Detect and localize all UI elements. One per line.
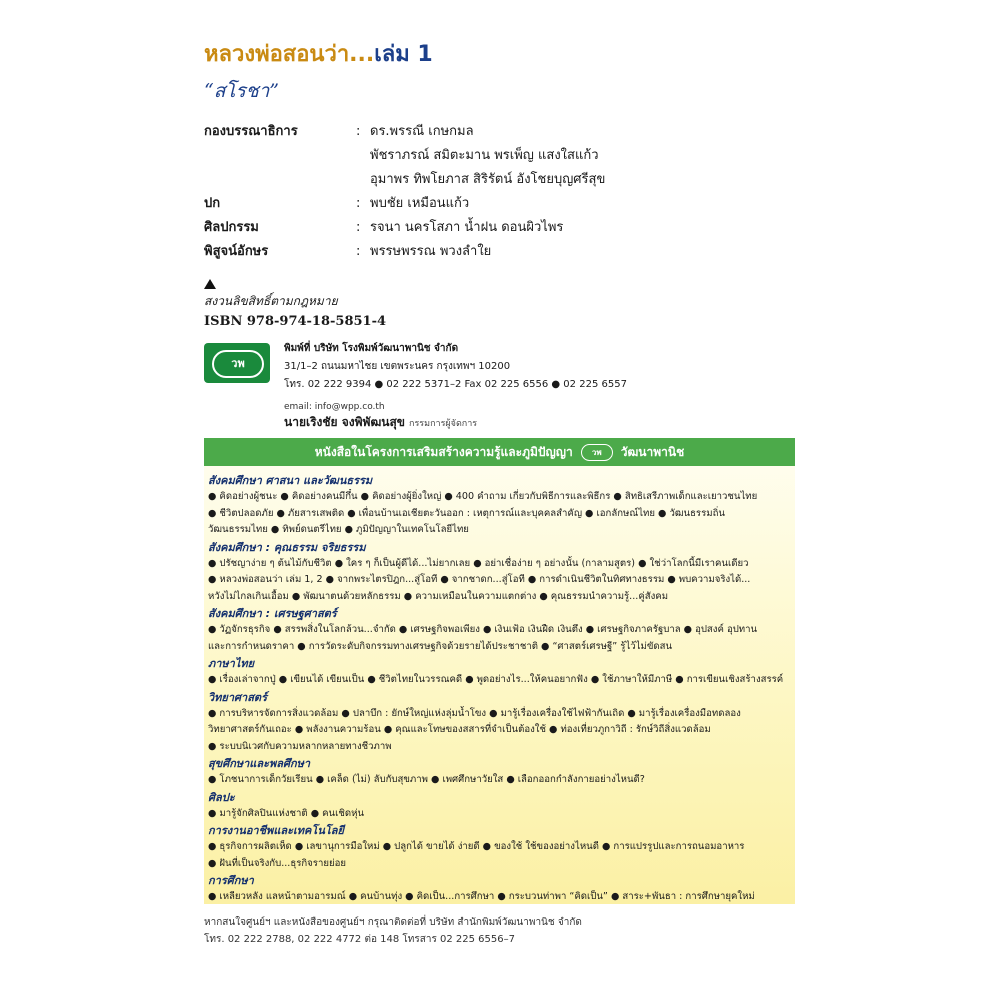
contact-footer (204, 914, 582, 948)
publisher-email: email: info@wpp.co.th (284, 402, 385, 412)
publisher-info (284, 340, 627, 416)
isbn: ISBN 978-974-18-5851-4 (204, 314, 387, 329)
managing-director (284, 413, 477, 432)
publisher-logo (204, 343, 270, 383)
series-section (208, 605, 791, 655)
publisher-phone: โทร. 02 222 9394 ● 02 222 5371–2 Fax 02 225 6556 ● 02 225 6557 (284, 379, 627, 390)
series-book-line: ● ระบบนิเวศกับความหลากหลายทางชีวภาพ (208, 740, 392, 752)
credit-names (370, 192, 804, 216)
series-section (208, 472, 791, 539)
series-book-line: ● มารู้จักศิลปินแห่งชาติ ● คนเชิดหุ่น (208, 807, 365, 819)
triangle-icon (204, 279, 216, 289)
credit-colon: : (356, 196, 361, 211)
panel-header-title: หนังสือในโครงการเสริมสร้างความรู้และภูมิปัญญา (314, 444, 573, 459)
series-category: สังคมศึกษา ศาสนา และวัฒนธรรม (208, 474, 373, 487)
series-book-line: ● เรื่องเล่าจากปู่ ● เขียนได้ เขียนเป็น ● ชีวิตไทยในวรรณคดี ● พูดอย่างไร...ให้คนอยากฟัง ● ใช้ภาษาให้มีภาษี ● การเขียนเชิงสร้างสรรค์ (208, 674, 784, 685)
series-category: สังคมศึกษา : คุณธรรม จริยธรรม (208, 540, 366, 554)
credit-role: พิสูจน์อักษร (204, 244, 269, 259)
page-subtitle: “สโรชา” (204, 80, 279, 102)
series-section (208, 822, 791, 872)
series-section (208, 689, 791, 756)
logo-text: วพ (212, 350, 264, 378)
series-book-line: ● ชีวิตปลอดภัย ● ภัยสารเสพติด ● เพื่อนบ้านเอเชียตะวันออก : เหตุการณ์และบุคคลสำคัญ ● เอกลักษณ์ไทย ● วัฒนธรรมถิ่น (208, 507, 725, 519)
series-book-line: ● วัฏจักรธุรกิจ ● สรรพสิ่งในโลกล้วน...จำกัด ● เศรษฐกิจพอเพียง ● เงินเฟ้อ เงินฝืด เงินตึง ● เศรษฐกิจภาครัฐบาล ● อุปสงค์ อุปทาน (208, 624, 758, 635)
credit-name: พรรษพรรณ พวงลำใย (370, 244, 492, 259)
series-book-line: หวังไม่ไกลเกินเอื้อม ● พัฒนาตนด้วยหลักธรรม ● ความเหมือนในความแตกต่าง ● คุณธรรมนำความรู้...คู่สังคม (208, 590, 669, 602)
credit-name: ดร.พรรณี เกษกมล (370, 124, 474, 139)
series-section (208, 789, 791, 823)
credit-colon: : (356, 124, 361, 139)
series-section (208, 539, 791, 606)
credit-row (204, 240, 804, 264)
footer-line-2: โทร. 02 222 2788, 02 222 4772 ต่อ 148 โทรสาร 02 225 6556–7 (204, 934, 515, 945)
book-series-panel (204, 438, 795, 904)
credits-list (204, 120, 804, 264)
title-main: หลวงพ่อสอนว่า... (204, 42, 375, 67)
series-book-line: ● ฝันที่เป็นจริงกับ...ธุรกิจรายย่อย (208, 857, 346, 869)
series-section (208, 655, 791, 689)
series-book-line: ● โภชนาการเด็กวัยเรียน ● เคล็ด (ไม่) ลับกับสุขภาพ ● เพศศึกษาวัยใส ● เลือกออกกำลังกายอย่างไหนดี? (208, 774, 645, 785)
series-section (208, 872, 791, 906)
publisher-address: 31/1–2 ถนนมหาไชย เขตพระนคร กรุงเทพฯ 10200 (284, 361, 511, 372)
credit-role: ปก (204, 196, 221, 211)
series-category: สุขศึกษาและพลศึกษา (208, 757, 311, 770)
panel-body (204, 466, 795, 906)
title-volume: เล่ม 1 (374, 42, 433, 67)
credit-name: พบชัย เหมือนแก้ว (370, 196, 470, 211)
credit-role: ศิลปกรรม (204, 220, 259, 235)
footer-line-1: หากสนใจศูนย์ฯ และหนังสือของศูนย์ฯ กรุณาติดต่อที่ บริษัท สำนักพิมพ์วัฒนาพานิช จำกัด (204, 917, 582, 928)
credit-names (370, 216, 804, 240)
series-book-line: ● การบริหารจัดการสิ่งแวดล้อม ● ปลาบึก : ยักษ์ใหญ่แห่งลุ่มน้ำโขง ● มารู้เรื่องเครื่องใช้ไฟฟ้ากันเถิด ● มารู้เรื่องเครื่องมือทดลอง (208, 707, 741, 719)
credit-colon: : (356, 244, 361, 259)
series-book-line: ● คิดอย่างผู้ชนะ ● คิดอย่างคนมีกึ๋น ● คิดอย่างผู้ยิ่งใหญ่ ● 400 คำถาม เกี่ยวกับพิธีการและพิธีกร ● สิทธิเสรีภาพเด็กและเยาวชนไทย (208, 491, 758, 502)
credit-row (204, 192, 804, 216)
publisher-name: พิมพ์ที่ บริษัท โรงพิมพ์วัฒนาพานิช จำกัด (284, 343, 459, 354)
credit-names (370, 120, 804, 192)
series-book-line: และการกำหนดราคา ● การวัดระดับกิจกรรมทางเศรษฐกิจด้วยรายได้ประชาชาติ ● “ศาสตร์เศรษฐี” รู้ไว้ไม่ขัดสน (208, 640, 673, 652)
credit-name: อุมาพร ทิพโยภาส สิริรัตน์ อังโชยบุญศรีสุข (370, 172, 606, 187)
page-title (204, 36, 433, 71)
credit-name: พัชราภรณ์ สมิตะมาน พรเพ็ญ แสงใสแก้ว (370, 148, 599, 163)
manager-role: กรรมการผู้จัดการ (409, 419, 478, 429)
panel-header (204, 438, 795, 466)
manager-name: นายเริงชัย จงพิพัฒนสุข (284, 415, 406, 429)
credit-colon: : (356, 220, 361, 235)
series-section (208, 755, 791, 789)
credit-row (204, 120, 804, 192)
series-book-line: ● ปรัชญาง่าย ๆ ต้นไม้กับชีวิต ● ใคร ๆ ก็เป็นผู้ดีได้...ไม่ยากเลย ● อย่าเชื่อง่าย ๆ อย่างนั้น (กาลามสูตร) ● ใช่ว่าโลกนี้มีเราคนเดียว (208, 557, 749, 569)
credit-names (370, 240, 804, 264)
series-category: สังคมศึกษา : เศรษฐศาสตร์ (208, 607, 337, 620)
series-category: ศิลปะ (208, 790, 235, 804)
credit-name: รจนา นครโสภา น้ำฝน ดอนผิวไพร (370, 220, 564, 235)
panel-header-brand: วัฒนาพานิช (620, 444, 685, 459)
series-book-line: ● หลวงพ่อสอนว่า เล่ม 1, 2 ● จากพระไตรปิฎก...สู่โอที ● จากชาดก...สู่โอที ● การดำเนินชีวิตในทิศทางธรรม ● พบความจริงได้... (208, 574, 751, 585)
series-book-line: ● ธุรกิจการผลิตเห็ด ● เลขานุการมือใหม่ ● ปลูกได้ ขายได้ ง่ายดี ● ของใช้ ใช้ของอย่างไหนดี ● การแปรรูปและการถนอมอาหาร (208, 841, 745, 852)
panel-logo: วพ (581, 444, 613, 461)
copyright-notice: สงวนลิขสิทธิ์ตามกฎหมาย (204, 294, 338, 308)
series-book-line: ● เหลียวหลัง แลหน้าตามอารมณ์ ● คนบ้านทุ่ง ● คิดเป็น...การศึกษา ● กระบวนท่าพา “คิดเป็น” ● สาระ+พันธา : การศึกษายุคใหม่ (208, 891, 755, 902)
credit-row (204, 216, 804, 240)
series-category: ภาษาไทย (208, 657, 255, 670)
series-book-line: วัฒนธรรมไทย ● ทิพย์ดนตรีไทย ● ภูมิปัญญาในเทคโนโลยีไทย (208, 524, 469, 535)
credit-role: กองบรรณาธิการ (204, 124, 298, 139)
series-category: การศึกษา (208, 874, 254, 887)
series-category: วิทยาศาสตร์ (208, 690, 267, 704)
series-book-line: วิทยาศาสตร์กันเถอะ ● พลังงานความร้อน ● คุณและโทษของสสารที่จำเป็นต้องใช้ ● ท่องเที่ยวภูกาวิถี : รักษ์วิถีสิ่งแวดล้อม (208, 724, 711, 735)
series-category: การงานอาชีพและเทคโนโลยี (208, 824, 344, 837)
